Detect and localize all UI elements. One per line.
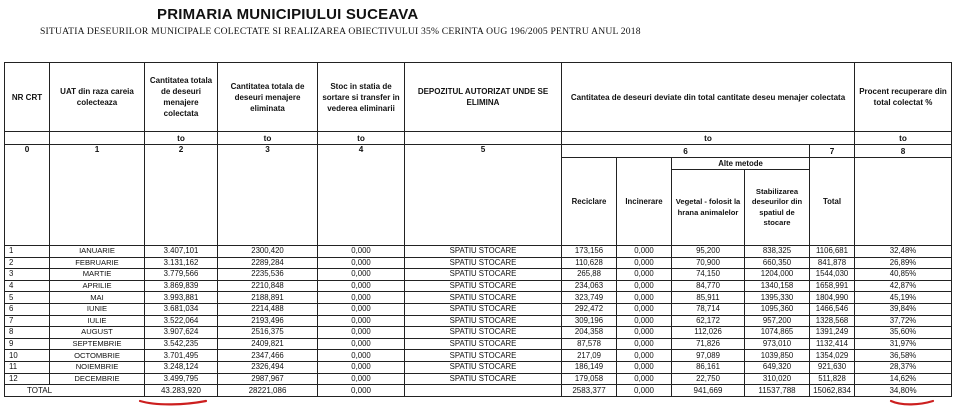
table-row (5, 338, 952, 350)
table-row (5, 257, 952, 269)
colnum-0: 0 (5, 145, 50, 246)
row-colectata: 3.131,162 (145, 257, 218, 269)
row-depozit: SPATIU STOCARE (405, 315, 562, 327)
row-stoc: 0,000 (318, 257, 405, 269)
sub-vegetal: Vegetal - folosit la hrana animalelor (672, 170, 745, 246)
row-eliminata: 2289,284 (218, 257, 318, 269)
row-nr: 8 (5, 327, 50, 339)
row-total: 1544,030 (810, 269, 855, 281)
row-colectata: 3.499,795 (145, 373, 218, 385)
row-month: IULIE (50, 315, 145, 327)
row-incinerare: 0,000 (617, 303, 672, 315)
header-row (5, 63, 952, 132)
document-header (0, 0, 960, 40)
row-stabilizare: 1039,850 (745, 350, 810, 362)
row-procent: 31,97% (855, 338, 952, 350)
col-nr-crt-header: NR CRT (5, 63, 50, 132)
row-colectata: 3.779,566 (145, 269, 218, 281)
row-eliminata: 2409,821 (218, 338, 318, 350)
table-row (5, 246, 952, 258)
waste-table (4, 62, 952, 397)
row-depozit: SPATIU STOCARE (405, 246, 562, 258)
row-procent: 32,48% (855, 246, 952, 258)
row-depozit: SPATIU STOCARE (405, 350, 562, 362)
row-month: OCTOMBRIE (50, 350, 145, 362)
row-total: 1354,029 (810, 350, 855, 362)
row-total: 1106,681 (810, 246, 855, 258)
row-reciclare: 234,063 (562, 280, 617, 292)
colnum-6: 6 (562, 145, 810, 158)
row-total: 1328,568 (810, 315, 855, 327)
row-stoc: 0,000 (318, 361, 405, 373)
table-row (5, 280, 952, 292)
row-eliminata: 2235,536 (218, 269, 318, 281)
total-row (5, 385, 952, 397)
row-month: AUGUST (50, 327, 145, 339)
column-number-row (5, 145, 952, 158)
row-month: SEPTEMBRIE (50, 338, 145, 350)
row-stoc: 0,000 (318, 269, 405, 281)
row-procent: 42,87% (855, 280, 952, 292)
total-depozit-empty (405, 385, 562, 397)
unit-cell-empty (5, 132, 50, 145)
row-stoc: 0,000 (318, 246, 405, 258)
row-colectata: 3.993,881 (145, 292, 218, 304)
row-nr: 11 (5, 361, 50, 373)
row-nr: 7 (5, 315, 50, 327)
row-colectata: 3.701,495 (145, 350, 218, 362)
row-stabilizare: 1204,000 (745, 269, 810, 281)
total-reciclare: 2583,377 (562, 385, 617, 397)
row-stabilizare: 310,020 (745, 373, 810, 385)
row-total: 1804,990 (810, 292, 855, 304)
unit-c3: to (218, 132, 318, 145)
row-month: NOIEMBRIE (50, 361, 145, 373)
row-month: DECEMBRIE (50, 373, 145, 385)
row-total: 921,630 (810, 361, 855, 373)
row-procent: 45,19% (855, 292, 952, 304)
row-eliminata: 2347,466 (218, 350, 318, 362)
sub-total: Total (810, 158, 855, 246)
row-stabilizare: 649,320 (745, 361, 810, 373)
row-stoc: 0,000 (318, 350, 405, 362)
unit-cell-empty (405, 132, 562, 145)
document-title: PRIMARIA MUNICIPIULUI SUCEAVA (157, 6, 419, 23)
row-stabilizare: 1095,360 (745, 303, 810, 315)
row-eliminata: 2188,891 (218, 292, 318, 304)
row-reciclare: 323,749 (562, 292, 617, 304)
row-reciclare: 265,88 (562, 269, 617, 281)
row-stabilizare: 1074,865 (745, 327, 810, 339)
row-month: MAI (50, 292, 145, 304)
total-procent: 34,80% (855, 385, 952, 397)
col-eliminata-header: Cantitatea totala de deseuri menajere eliminata (218, 63, 318, 132)
row-total: 511,828 (810, 373, 855, 385)
row-incinerare: 0,000 (617, 315, 672, 327)
table-row (5, 292, 952, 304)
row-stabilizare: 957,200 (745, 315, 810, 327)
row-reciclare: 179,058 (562, 373, 617, 385)
row-vegetal: 62,172 (672, 315, 745, 327)
row-eliminata: 2516,375 (218, 327, 318, 339)
row-procent: 35,60% (855, 327, 952, 339)
colnum-5: 5 (405, 145, 562, 246)
colnum-1: 1 (50, 145, 145, 246)
row-vegetal: 74,150 (672, 269, 745, 281)
row-nr: 6 (5, 303, 50, 315)
row-nr: 10 (5, 350, 50, 362)
row-stabilizare: 660,350 (745, 257, 810, 269)
row-depozit: SPATIU STOCARE (405, 361, 562, 373)
colnum-3: 3 (218, 145, 318, 246)
row-eliminata: 2214,488 (218, 303, 318, 315)
row-reciclare: 87,578 (562, 338, 617, 350)
total-incinerare: 0,000 (617, 385, 672, 397)
sub-alte-metode: Alte metode (672, 158, 810, 170)
row-stoc: 0,000 (318, 280, 405, 292)
table-row (5, 303, 952, 315)
row-stoc: 0,000 (318, 327, 405, 339)
total-vegetal: 941,669 (672, 385, 745, 397)
row-nr: 3 (5, 269, 50, 281)
row-nr: 5 (5, 292, 50, 304)
sub-reciclare: Reciclare (562, 158, 617, 246)
row-reciclare: 217,09 (562, 350, 617, 362)
row-vegetal: 86,161 (672, 361, 745, 373)
row-procent: 36,58% (855, 350, 952, 362)
handwritten-underline-procent (888, 398, 936, 407)
row-reciclare: 292,472 (562, 303, 617, 315)
row-stoc: 0,000 (318, 338, 405, 350)
col-deviate-header: Cantitatea de deseuri deviate din total cantitate deseu menajer colectata (562, 63, 855, 132)
row-depozit: SPATIU STOCARE (405, 269, 562, 281)
row-eliminata: 2193,496 (218, 315, 318, 327)
colnum-4: 4 (318, 145, 405, 246)
row-eliminata: 2326,494 (218, 361, 318, 373)
row-procent: 28,37% (855, 361, 952, 373)
row-eliminata: 2300,420 (218, 246, 318, 258)
row-incinerare: 0,000 (617, 246, 672, 258)
sub-stabilizare: Stabilizarea deseurilor din spatiul de stocare (745, 170, 810, 246)
row-depozit: SPATIU STOCARE (405, 280, 562, 292)
row-depozit: SPATIU STOCARE (405, 373, 562, 385)
row-eliminata: 2987,967 (218, 373, 318, 385)
row-incinerare: 0,000 (617, 373, 672, 385)
row-depozit: SPATIU STOCARE (405, 292, 562, 304)
row-reciclare: 173,156 (562, 246, 617, 258)
row-month: IANUARIE (50, 246, 145, 258)
row-incinerare: 0,000 (617, 280, 672, 292)
row-reciclare: 186,149 (562, 361, 617, 373)
row-incinerare: 0,000 (617, 350, 672, 362)
row-nr: 4 (5, 280, 50, 292)
row-nr: 2 (5, 257, 50, 269)
col-stoc-header: Stoc in statia de sortare si transfer in vederea eliminarii (318, 63, 405, 132)
row-month: FEBRUARIE (50, 257, 145, 269)
row-stabilizare: 838,325 (745, 246, 810, 258)
row-stoc: 0,000 (318, 373, 405, 385)
table-row (5, 373, 952, 385)
table-row (5, 361, 952, 373)
row-colectata: 3.407,101 (145, 246, 218, 258)
colnum-7: 7 (810, 145, 855, 158)
unit-c4: to (318, 132, 405, 145)
row-vegetal: 85,911 (672, 292, 745, 304)
row-procent: 14,62% (855, 373, 952, 385)
row-total: 1391,249 (810, 327, 855, 339)
row-colectata: 3.681,034 (145, 303, 218, 315)
total-label: TOTAL (5, 385, 145, 397)
total-colectata: 43.283,920 (145, 385, 218, 397)
total-stoc: 0,000 (318, 385, 405, 397)
row-vegetal: 84,770 (672, 280, 745, 292)
row-nr: 9 (5, 338, 50, 350)
row-incinerare: 0,000 (617, 269, 672, 281)
row-eliminata: 2210,848 (218, 280, 318, 292)
sub-incinerare: Incinerare (617, 158, 672, 246)
row-colectata: 3.248,124 (145, 361, 218, 373)
unit-c8: to (855, 132, 952, 145)
total-eliminata: 28221,086 (218, 385, 318, 397)
row-incinerare: 0,000 (617, 327, 672, 339)
document-subtitle: SITUATIA DESEURILOR MUNICIPALE COLECTATE SI REALIZAREA OBIECTIVULUI 35% CERINTA OUG 196/2005 PENTRU ANUL 2018 (40, 26, 641, 37)
row-vegetal: 78,714 (672, 303, 745, 315)
handwritten-underline-colectata (137, 398, 209, 407)
row-reciclare: 204,358 (562, 327, 617, 339)
table-row (5, 327, 952, 339)
colnum-2: 2 (145, 145, 218, 246)
row-stoc: 0,000 (318, 292, 405, 304)
row-depozit: SPATIU STOCARE (405, 257, 562, 269)
row-vegetal: 97,089 (672, 350, 745, 362)
row-total: 1466,546 (810, 303, 855, 315)
row-reciclare: 110,628 (562, 257, 617, 269)
col-procent-header: Procent recuperare din total colectat % (855, 63, 952, 132)
row-depozit: SPATIU STOCARE (405, 303, 562, 315)
row-stoc: 0,000 (318, 303, 405, 315)
col-uat-header: UAT din raza careia colecteaza (50, 63, 145, 132)
row-vegetal: 70,900 (672, 257, 745, 269)
colnum-8: 8 (855, 145, 952, 158)
row-total: 1132,414 (810, 338, 855, 350)
row-colectata: 3.542,235 (145, 338, 218, 350)
unit-c6: to (562, 132, 855, 145)
row-vegetal: 112,026 (672, 327, 745, 339)
row-colectata: 3.907,624 (145, 327, 218, 339)
table-row (5, 315, 952, 327)
row-stabilizare: 973,010 (745, 338, 810, 350)
row-stabilizare: 1395,330 (745, 292, 810, 304)
row-depozit: SPATIU STOCARE (405, 338, 562, 350)
row-vegetal: 95,200 (672, 246, 745, 258)
row-stoc: 0,000 (318, 315, 405, 327)
row-colectata: 3.522,064 (145, 315, 218, 327)
row-procent: 40,85% (855, 269, 952, 281)
row-month: IUNIE (50, 303, 145, 315)
row-procent: 37,72% (855, 315, 952, 327)
row-incinerare: 0,000 (617, 338, 672, 350)
row-month: APRILIE (50, 280, 145, 292)
row-month: MARTIE (50, 269, 145, 281)
row-stabilizare: 1340,158 (745, 280, 810, 292)
unit-c2: to (145, 132, 218, 145)
table-body (5, 63, 952, 397)
row-vegetal: 22,750 (672, 373, 745, 385)
row-reciclare: 309,196 (562, 315, 617, 327)
sub-procent-empty (855, 158, 952, 246)
row-procent: 39,84% (855, 303, 952, 315)
row-incinerare: 0,000 (617, 257, 672, 269)
row-procent: 26,89% (855, 257, 952, 269)
row-vegetal: 71,826 (672, 338, 745, 350)
col-depozit-header: DEPOZITUL AUTORIZAT UNDE SE ELIMINA (405, 63, 562, 132)
table-row (5, 350, 952, 362)
unit-cell-empty (50, 132, 145, 145)
col-colectata-header: Cantitatea totala de deseuri menajere colectata (145, 63, 218, 132)
row-incinerare: 0,000 (617, 361, 672, 373)
row-total: 1658,991 (810, 280, 855, 292)
total-stabilizare: 11537,788 (745, 385, 810, 397)
total-total: 15062,834 (810, 385, 855, 397)
row-colectata: 3.869,839 (145, 280, 218, 292)
table-row (5, 269, 952, 281)
row-depozit: SPATIU STOCARE (405, 327, 562, 339)
units-row (5, 132, 952, 145)
row-nr: 12 (5, 373, 50, 385)
row-total: 841,878 (810, 257, 855, 269)
row-nr: 1 (5, 246, 50, 258)
row-incinerare: 0,000 (617, 292, 672, 304)
